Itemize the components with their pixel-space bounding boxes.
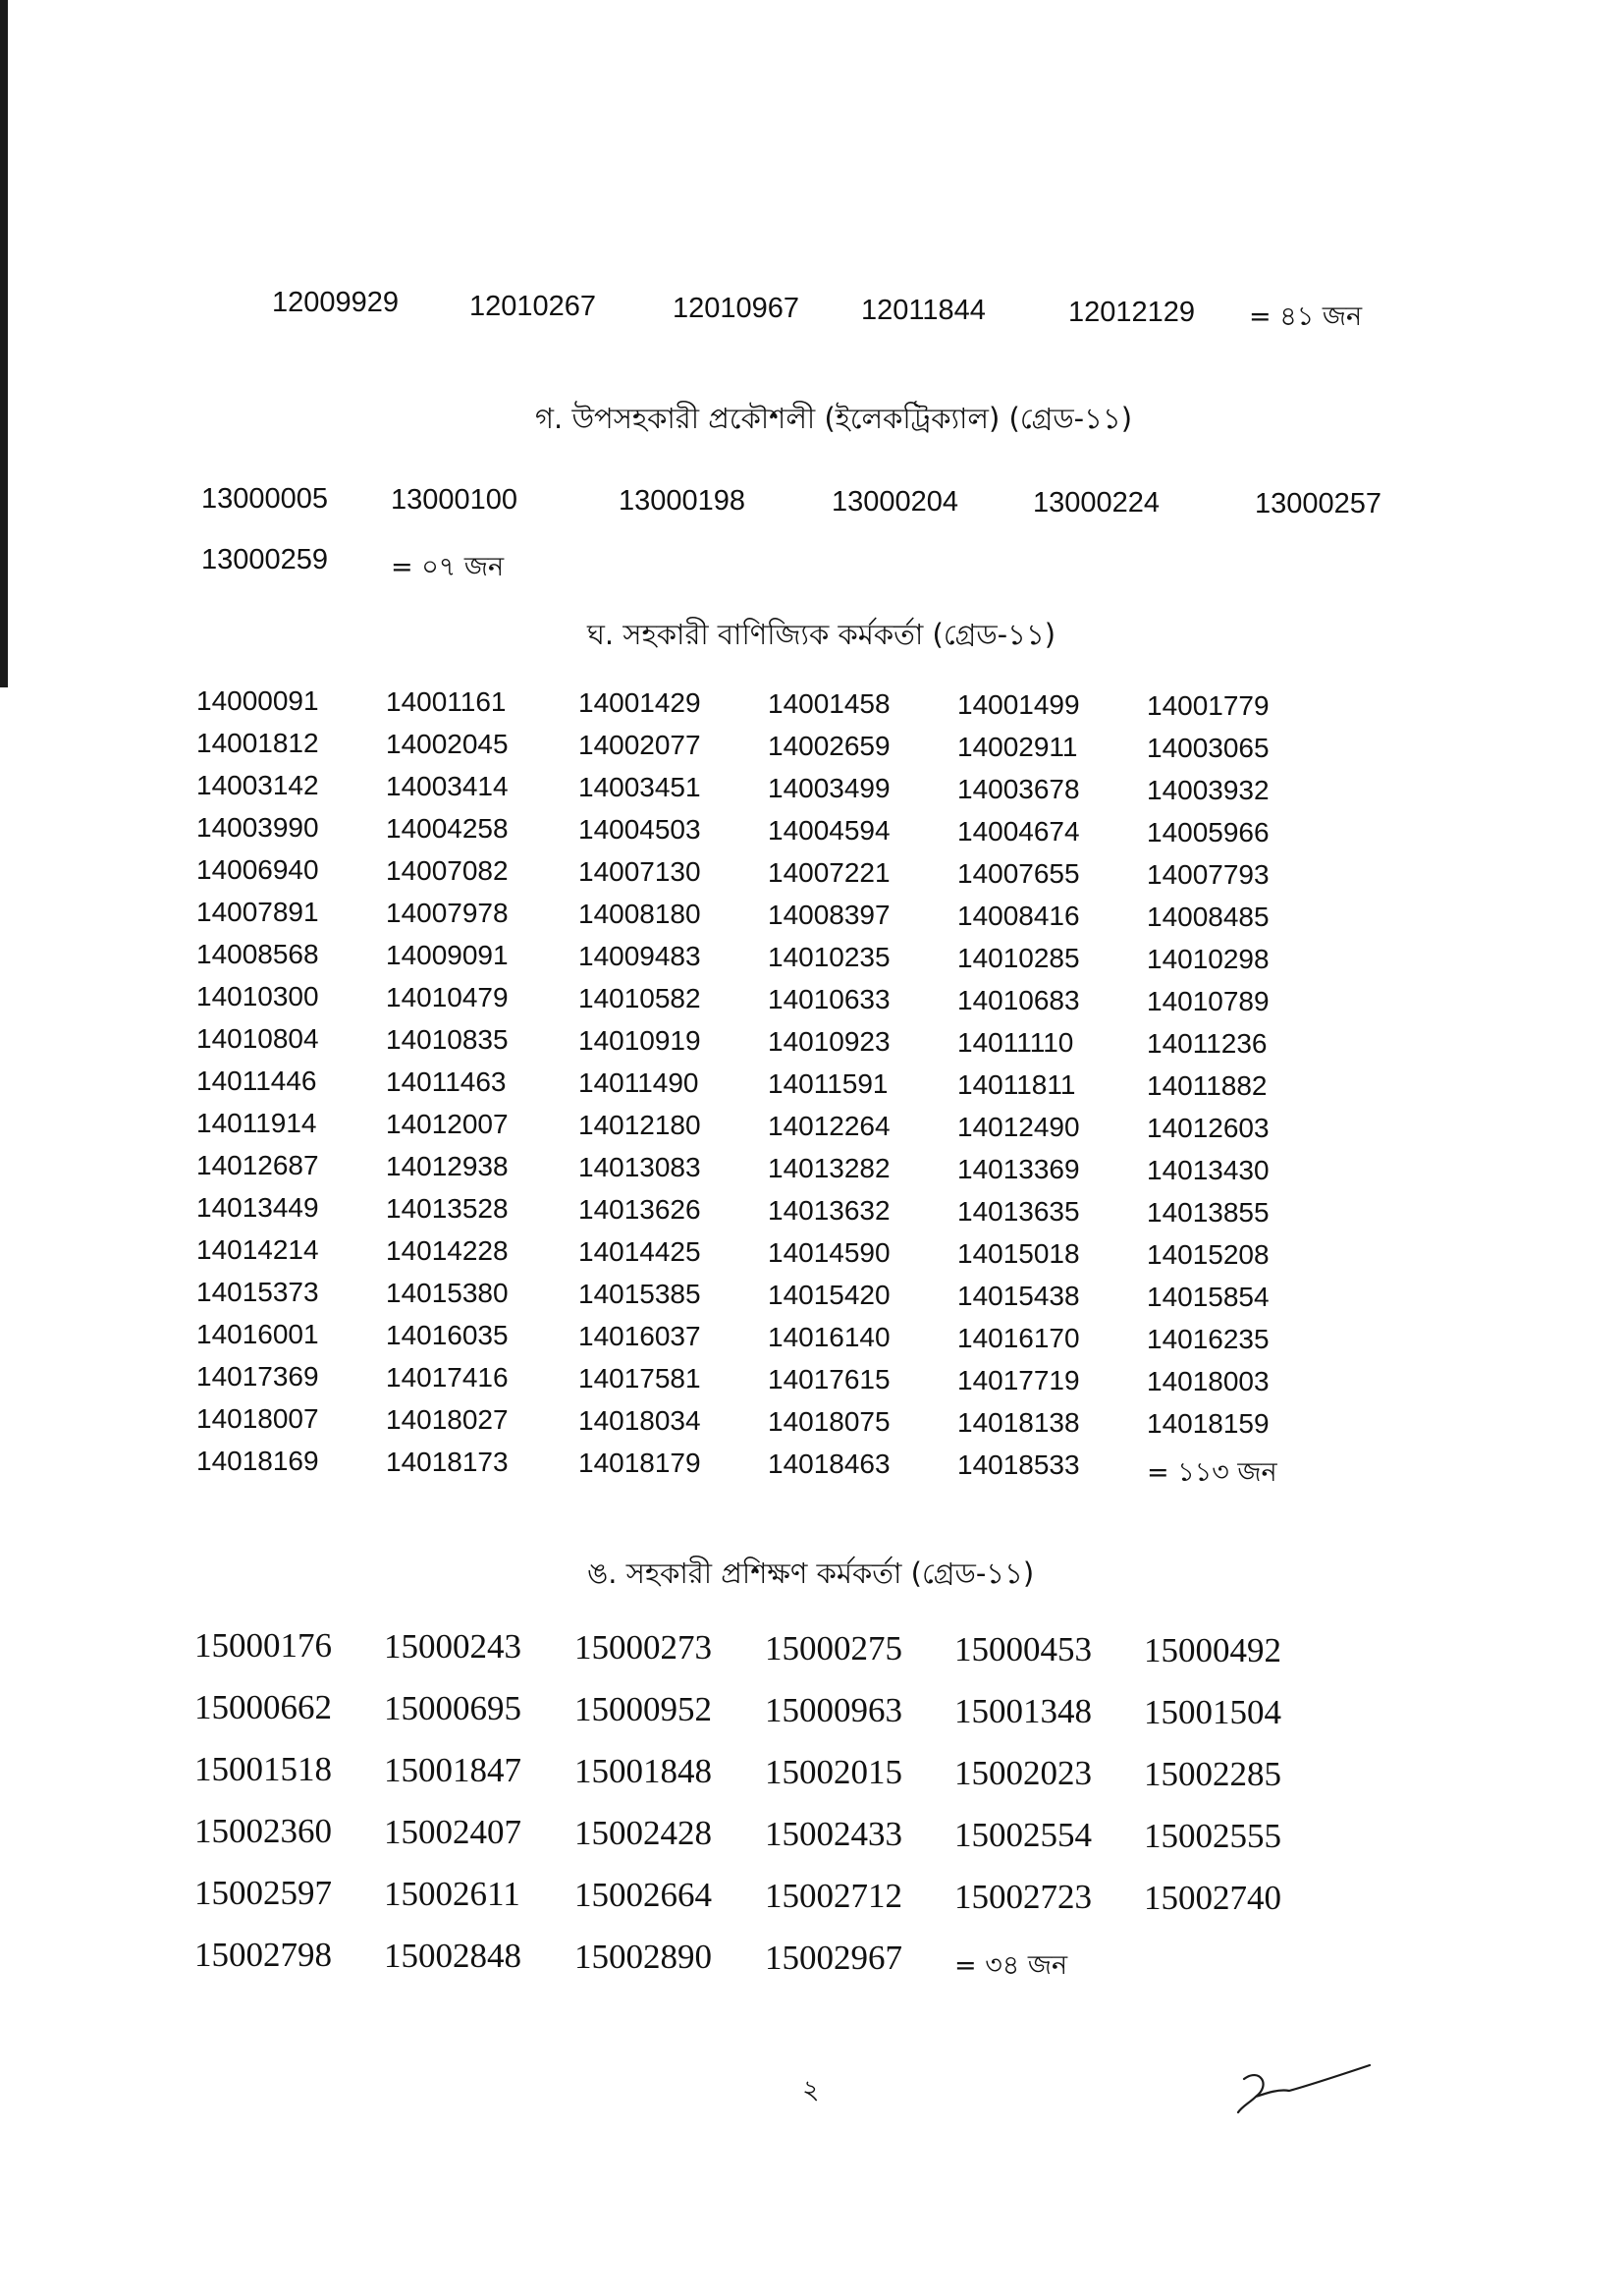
roll-number: 14010298: [1147, 944, 1270, 974]
roll-number: 14018169: [196, 1446, 319, 1476]
roll-number: 15002967: [765, 1939, 902, 1977]
roll-number: 14003414: [386, 771, 509, 801]
roll-number: 14002911: [957, 732, 1078, 762]
roll-number: 14017719: [957, 1365, 1080, 1395]
roll-number: 14001779: [1147, 690, 1270, 721]
roll-number: 14003990: [196, 812, 319, 843]
section-e-heading: ঙ. সহকারী প্রশিক্ষণ কর্মকর্তা (গ্রেড-১১): [587, 1557, 1035, 1590]
roll-number: 15002664: [574, 1876, 712, 1914]
roll-number: 14002659: [768, 731, 891, 761]
roll-number: 15002360: [194, 1812, 332, 1850]
roll-number: 14016140: [768, 1322, 891, 1352]
roll-number: 14003065: [1147, 733, 1270, 763]
roll-number: 14010923: [768, 1026, 891, 1057]
roll-number: 15001847: [384, 1751, 521, 1789]
roll-number: 15002407: [384, 1813, 521, 1851]
roll-number: 14016035: [386, 1320, 509, 1350]
scan-edge-shadow: [0, 0, 8, 687]
roll-number: 13000257: [1255, 488, 1382, 519]
roll-number: 14012264: [768, 1111, 891, 1141]
roll-number: 14017615: [768, 1364, 891, 1394]
roll-number: 14013855: [1147, 1197, 1270, 1228]
roll-number: 15002285: [1144, 1755, 1281, 1793]
roll-number: 15000273: [574, 1628, 712, 1667]
roll-number: 14015854: [1147, 1282, 1270, 1312]
roll-number: 14013282: [768, 1153, 891, 1183]
roll-number: 15002890: [574, 1938, 712, 1976]
roll-number: 15000243: [384, 1627, 521, 1666]
roll-number: 15002712: [765, 1877, 902, 1915]
roll-number: 14013528: [386, 1193, 509, 1224]
roll-number: 14005966: [1147, 817, 1270, 847]
roll-number: 14008397: [768, 900, 891, 930]
roll-number: 14013083: [578, 1152, 701, 1182]
roll-number: 14010582: [578, 983, 701, 1013]
roll-number: 14010683: [957, 985, 1080, 1015]
roll-number: 13000204: [832, 486, 959, 518]
roll-number: 14010789: [1147, 986, 1270, 1016]
signature-mark: [1232, 2057, 1380, 2136]
roll-number: 15000662: [194, 1688, 332, 1726]
roll-number: 14000091: [196, 685, 319, 716]
roll-number: 14018463: [768, 1449, 891, 1479]
roll-number: 15000952: [574, 1690, 712, 1728]
roll-number: 14008485: [1147, 902, 1270, 932]
roll-number: 14017581: [578, 1363, 701, 1394]
roll-number: 14010835: [386, 1024, 509, 1055]
roll-number: 13000224: [1033, 487, 1161, 519]
roll-number: 14003499: [768, 773, 891, 803]
roll-number: 15002798: [194, 1936, 332, 1974]
roll-number: 15001848: [574, 1752, 712, 1790]
roll-number: 14014425: [578, 1236, 701, 1267]
roll-number: 14011463: [386, 1066, 507, 1097]
roll-number: 14016001: [196, 1319, 319, 1349]
roll-number: 14003142: [196, 770, 319, 800]
roll-number: 14012687: [196, 1150, 319, 1180]
roll-number: 14016037: [578, 1321, 701, 1351]
roll-number: 14011882: [1147, 1070, 1268, 1101]
roll-number: 15000176: [194, 1626, 332, 1665]
roll-number: 15002433: [765, 1815, 902, 1853]
page-number: ২: [802, 2075, 820, 2105]
roll-number: 14010633: [768, 984, 891, 1014]
roll-number: 14010919: [578, 1025, 701, 1056]
roll-number: 14018075: [768, 1406, 891, 1437]
roll-number: 14011591: [768, 1068, 889, 1099]
roll-number: 14007130: [578, 856, 701, 887]
roll-number: 14013632: [768, 1195, 891, 1226]
roll-number: 14006940: [196, 854, 319, 885]
roll-number: 14018533: [957, 1449, 1080, 1480]
roll-number: 14004674: [957, 816, 1080, 847]
roll-number: 12010267: [469, 291, 597, 322]
roll-number: 15000275: [765, 1629, 902, 1667]
roll-number: 13000198: [619, 485, 746, 517]
roll-number: 14001812: [196, 728, 319, 758]
roll-number: 15001348: [954, 1692, 1092, 1730]
roll-number: 15002554: [954, 1816, 1092, 1854]
roll-number: 15002723: [954, 1878, 1092, 1916]
roll-number: 15000492: [1144, 1631, 1281, 1669]
roll-number: 14007655: [957, 858, 1080, 889]
roll-number: 14001458: [768, 688, 891, 719]
section-total: = ১১৩ জন: [1147, 1457, 1277, 1488]
roll-number: 14001429: [578, 687, 701, 718]
roll-number: 14011490: [578, 1067, 699, 1098]
roll-number: 14013626: [578, 1194, 701, 1225]
roll-number: 14011811: [957, 1069, 1076, 1100]
roll-number: 14011236: [1147, 1028, 1268, 1059]
roll-number: 14018173: [386, 1447, 509, 1477]
roll-number: 15001504: [1144, 1693, 1281, 1731]
roll-number: 14012603: [1147, 1113, 1270, 1143]
roll-number: 14004258: [386, 813, 509, 844]
roll-number: 14012007: [386, 1109, 509, 1139]
roll-number: 14001499: [957, 689, 1080, 720]
roll-number: 15002023: [954, 1754, 1092, 1792]
roll-number: 15002611: [384, 1875, 520, 1913]
roll-number: 14014214: [196, 1234, 319, 1265]
roll-number: 15002848: [384, 1937, 521, 1975]
roll-number: 14015420: [768, 1280, 891, 1310]
roll-number: 15002555: [1144, 1817, 1281, 1855]
roll-number: 14016170: [957, 1323, 1080, 1353]
roll-number: 15002428: [574, 1814, 712, 1852]
roll-number: 14010479: [386, 982, 509, 1012]
roll-number: 14015208: [1147, 1239, 1270, 1270]
roll-number: 14015438: [957, 1281, 1080, 1311]
roll-number: 14010804: [196, 1023, 319, 1054]
roll-number: 14010235: [768, 942, 891, 972]
roll-number: 14011446: [196, 1066, 317, 1096]
roll-number: 14001161: [386, 686, 507, 717]
roll-number: 14003932: [1147, 775, 1270, 805]
roll-number: 14010300: [196, 981, 319, 1011]
roll-number: 14013430: [1147, 1155, 1270, 1185]
roll-number: 14002077: [578, 730, 701, 760]
roll-number: 14007793: [1147, 859, 1270, 890]
roll-number: 14018179: [578, 1448, 701, 1478]
roll-number: 14013449: [196, 1192, 319, 1223]
roll-number: 15002740: [1144, 1879, 1281, 1917]
roll-number: 15002015: [765, 1753, 902, 1791]
roll-number: 14018034: [578, 1405, 701, 1436]
roll-number: 14007978: [386, 898, 509, 928]
roll-number: 15000453: [954, 1630, 1092, 1668]
roll-number: 15000695: [384, 1689, 521, 1727]
roll-number: 14014590: [768, 1237, 891, 1268]
roll-number: 14018007: [196, 1403, 319, 1434]
section-c-heading: গ. উপসহকারী প্রকৌশলী (ইলেকট্রিক্যাল) (গ্রেড-১১): [535, 402, 1133, 435]
roll-number: 14011110: [957, 1027, 1074, 1058]
section-total: = ০৭ জন: [391, 552, 505, 582]
roll-number: 14013635: [957, 1196, 1080, 1227]
roll-number: 14018003: [1147, 1366, 1270, 1396]
roll-number: 14004503: [578, 814, 701, 845]
roll-number: 14018027: [386, 1404, 509, 1435]
roll-number: 14012490: [957, 1112, 1080, 1142]
roll-number: 14004594: [768, 815, 891, 846]
section-total: = ৩৪ জন: [954, 1950, 1068, 1981]
roll-number: 14014228: [386, 1235, 509, 1266]
roll-number: 14009483: [578, 941, 701, 971]
roll-number: 14009091: [386, 940, 509, 970]
roll-number: 14007082: [386, 855, 509, 886]
roll-number: 14010285: [957, 943, 1080, 973]
section-d-heading: ঘ. সহকারী বাণিজ্যিক কর্মকর্তা (গ্রেড-১১): [587, 618, 1056, 651]
roll-number: 14008568: [196, 939, 319, 969]
roll-number: 12011844: [861, 295, 986, 326]
roll-number: 14011914: [196, 1108, 317, 1138]
roll-number: 14008416: [957, 901, 1080, 931]
roll-number: 14007221: [768, 857, 891, 888]
roll-number: 14017369: [196, 1361, 319, 1392]
section-total: = ৪১ জন: [1249, 301, 1363, 332]
roll-number: 13000005: [201, 483, 329, 515]
roll-number: 14012938: [386, 1151, 509, 1181]
roll-number: 14007891: [196, 897, 319, 927]
roll-number: 15000963: [765, 1691, 902, 1729]
roll-number: 12012129: [1068, 297, 1196, 328]
roll-number: 13000100: [391, 484, 518, 516]
roll-number: 12009929: [272, 287, 400, 318]
roll-number: 15001518: [194, 1750, 332, 1788]
roll-number: 14017416: [386, 1362, 509, 1393]
roll-number: 15002597: [194, 1874, 332, 1912]
roll-number: 14002045: [386, 729, 509, 759]
roll-number: 14018159: [1147, 1408, 1270, 1439]
roll-number: 14015373: [196, 1277, 319, 1307]
roll-number: 14008180: [578, 899, 701, 929]
roll-number: 14003678: [957, 774, 1080, 804]
roll-number: 14015385: [578, 1279, 701, 1309]
roll-number: 12010967: [673, 293, 800, 324]
roll-number: 14015018: [957, 1238, 1080, 1269]
roll-number: 14016235: [1147, 1324, 1270, 1354]
roll-number: 14012180: [578, 1110, 701, 1140]
roll-number: 13000259: [201, 544, 329, 575]
roll-number: 14015380: [386, 1278, 509, 1308]
roll-number: 14003451: [578, 772, 701, 802]
roll-number: 14018138: [957, 1407, 1080, 1438]
roll-number: 14013369: [957, 1154, 1080, 1184]
